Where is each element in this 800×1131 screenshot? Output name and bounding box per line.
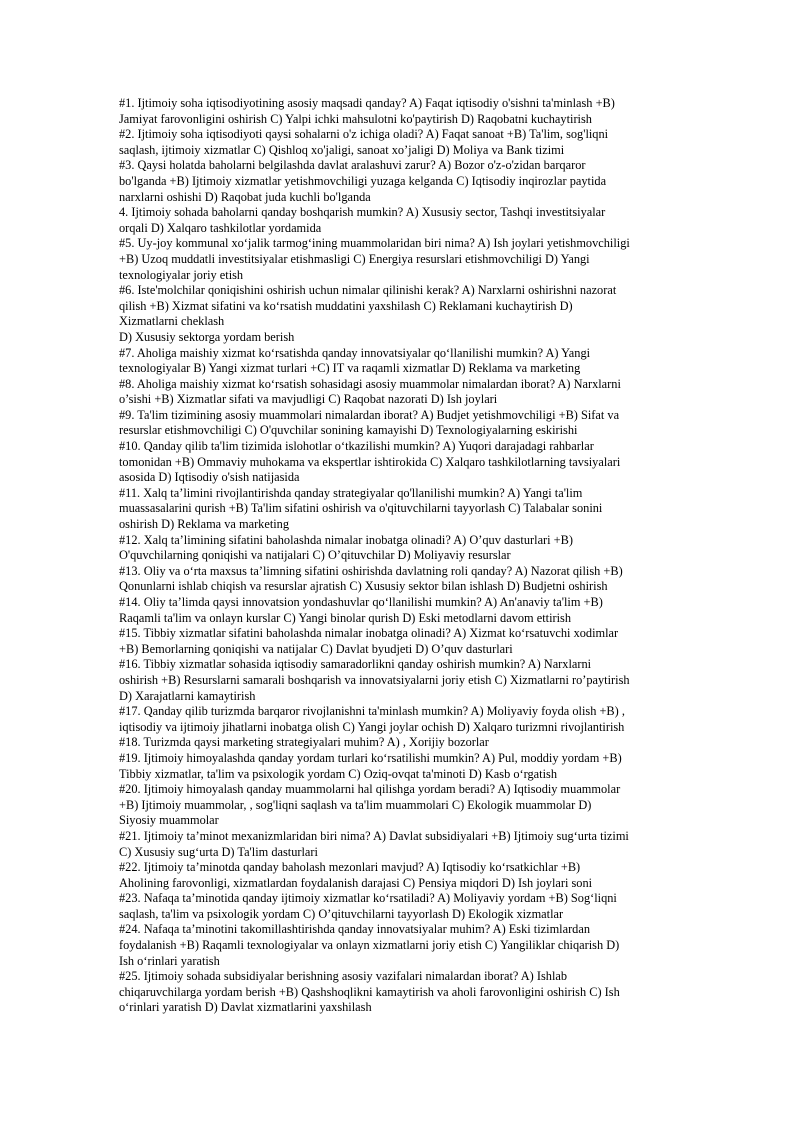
text-line: #22. Ijtimoiy ta’minotda qanday baholash mezonlari mavjud? A) Iqtisodiy ko‘rsatkichlar +B) [119,860,581,875]
text-line: #13. Oliy va o‘rta maxsus ta’limning sifatini oshirishda davlatning roli qanday? A) Nazorat qilish +B) [119,563,623,578]
text-line: Qonunlarni ishlab chiqish va resurslar ajratish C) Xususiy sektor bilan ishlash D) Budjetni oshirish [119,579,608,594]
text-line: saqlash, ijtimoiy xizmatlar C) Qishloq xo'jaligi, sanoat xo’jaligi D) Moliya va Bank tizimi [119,142,565,157]
text-line: #19. Ijtimoiy himoyalashda qanday yordam turlari ko‘rsatilishi mumkin? A) Pul, moddiy yordam +B) [119,750,622,765]
text-line: #18. Turizmda qaysi marketing strategiyalari muhim? A) , Xorijiy bozorlar [119,735,489,750]
text-line: #23. Nafaqa ta’minotida qanday ijtimoiy xizmatlar ko‘rsatiladi? A) Moliyaviy yordam +B) Sog‘liqni [119,891,617,906]
text-line: #5. Uy-joy kommunal xo‘jalik tarmog‘ining muammolaridan biri nima? A) Ish joylari yetishmovchiligi [119,236,630,251]
document-body [119,96,684,1016]
text-line: iqtisodiy va ijtimoiy jihatlarni inobatga olish C) Yangi joylar ochish D) Xalqaro turizmni rivojlantirish [119,719,625,734]
text-line: #24. Nafaqa ta’minotini takomillashtirishda qanday innovatsiyalar muhim? A) Eski tizimlardan [119,922,591,937]
text-line: #11. Xalq ta’limini rivojlantirishda qanday strategiyalar qo'llanilishi mumkin? A) Yangi ta'lim [119,485,583,500]
text-line: #6. Iste'molchilar qoniqishini oshirish uchun nimalar qilinishi kerak? A) Narxlarni oshirishni nazorat [119,283,617,298]
text-line: C) Xususiy sug‘urta D) Ta'lim dasturlari [119,844,318,859]
text-line: #15. Tibbiy xizmatlar sifatini baholashda nimalar inobatga olinadi? A) Xizmat ko‘rsatuvchi xodimlar [119,626,619,641]
text-line: #14. Oliy ta’limda qaysi innovatsion yondashuvlar qo‘llanilishi mumkin? A) An'anaviy ta'lim +B) [119,595,603,609]
text-line: Ish o‘rinlari yaratish [119,953,220,968]
text-line: D) Xarajatlarni kamaytirish [119,688,256,703]
text-line: #25. Ijtimoiy sohada subsidiyalar berishning asosiy vazifalari nimalardan iborat? A) Ishlab [119,969,568,984]
text-line: #3. Qaysi holatda baholarni belgilashda davlat aralashuvi zarur? A) Bozor o'z-o'zidan barqaror [119,158,586,173]
text-line: resurslar etishmovchiligi C) O'quvchilar sonining kamayishi D) Texnologiyalarning eskirishi [119,423,578,438]
text-line: #2. Ijtimoiy soha iqtisodiyoti qaysi sohalarni o'z ichiga oladi? A) Faqat sanoat +B) Ta'lim, sog'liqni [119,127,609,142]
text-line: tomonidan +B) Ommaviy muhokama va ekspertlar ishtirokida C) Xalqaro tashkilotlarning tavsiyalari [119,454,621,469]
text-line: Jamiyat farovonligini oshirish C) Yalpi ichki mahsulotni ko'paytirish D) Raqobatni kuchaytirish [119,111,592,126]
text-line: texnologiyalar joriy etish [119,267,244,282]
text-line: Xizmatlarni cheklash [119,314,225,329]
text-line: +B) Ijtimoiy muammolar, , sog'liqni saqlash va ta'lim muammolari C) Ekologik muammolar D) [119,797,592,812]
text-line: Siyosiy muammolar [119,813,219,828]
text-line: #21. Ijtimoiy ta’minot mexanizmlaridan biri nima? A) Davlat subsidiyalari +B) Ijtimoiy sug‘urta tizimi [119,828,629,843]
text-line: foydalanish +B) Raqamli texnologiyalar va onlayn xizmatlarni joriy etish C) Yangiliklar chiqarish D) [119,938,620,953]
text-line: Tibbiy xizmatlar, ta'lim va psixologik yordam C) Oziq-ovqat ta'minoti D) Kasb o‘rgatish [119,766,557,781]
text-line: Raqamli ta'lim va onlayn kurslar C) Yangi binolar qurish D) Eski metodlarni davom ettirish [119,610,572,625]
text-line: #1. Ijtimoiy soha iqtisodiyotining asosiy maqsadi qanday? A) Faqat iqtisodiy o'sishni ta'minlash +B) [119,96,615,110]
text-line: o’sishi +B) Xizmatlar sifati va mavjudligi C) Raqobat nazorati D) Ish joylari [119,392,498,407]
text-line: #17. Qanday qilib turizmda barqaror rivojlanishni ta'minlash mumkin? A) Moliyaviy foyda olish +B) , [119,704,625,719]
text-line: #7. Aholiga maishiy xizmat ko‘rsatishda qanday innovatsiyalar qo‘llanilishi mumkin? A) Yangi [119,345,591,360]
text-line: O'quvchilarning qoniqishi va natijalari C) O’qituvchilar D) Moliyaviy resurslar [119,548,511,563]
text-line: oshirish D) Reklama va marketing [119,517,290,532]
text-line: #10. Qanday qilib ta'lim tizimida islohotlar o‘tkazilishi mumkin? A) Yuqori darajadagi rahbarlar [119,439,594,454]
text-line: #20. Ijtimoiy himoyalash qanday muammolarni hal qilishga yordam beradi? A) Iqtisodiy muammolar [119,782,621,797]
text-line: narxlarni oshishi D) Raqobat juda kuchli bo'lganda [119,189,371,204]
text-line: saqlash, ta'lim va psixologik yordam C) O’qituvchilarni tayyorlash D) Ekologik xizmatlar [119,906,564,921]
text-line: texnologiyalar B) Yangi xizmat turlari +C) IT va raqamli xizmatlar D) Reklama va marketing [119,361,581,376]
text-line: #16. Tibbiy xizmatlar sohasida iqtisodiy samaradorlikni qanday oshirish mumkin? A) Narxlarni [119,657,592,672]
text-line: 4. Ijtimoiy sohada baholarni qanday boshqarish mumkin? A) Xususiy sector, Tashqi investitsiyalar [119,205,606,220]
text-line: Aholining farovonligi, xizmatlardan foydalanish darajasi C) Pensiya miqdori D) Ish joylari soni [119,875,593,890]
text-line: oshirish +B) Resurslarni samarali boshqarish va innovatsiyalarni joriy etish C) Xizmatlarni ro’paytirish [119,672,630,687]
text-line: muassasalarini qurish +B) Ta'lim sifatini oshirish va o'qituvchilarni tayyorlash C) Talabalar sonini [119,501,603,516]
text-line: asosida D) Iqtisodiy o'sish natijasida [119,470,300,485]
text-line: #12. Xalq ta’limining sifatini baholashda nimalar inobatga olinadi? A) O’quv dasturlari +B) [119,532,573,547]
text-line: bo'lganda +B) Ijtimoiy xizmatlar yetishmovchiligi yuzaga kelganda C) Iqtisodiy inqirozlar paytida [119,173,607,188]
text-line: +B) Bemorlarning qoniqishi va natijalar C) Davlat byudjeti D) O’quv dasturlari [119,641,513,656]
text-line: o‘rinlari yaratish D) Davlat xizmatlarini yaxshilash [119,1000,372,1015]
text-line: orqali D) Xalqaro tashkilotlar yordamida [119,220,322,235]
text-line: D) Xususiy sektorga yordam berish [119,329,295,344]
text-line: +B) Uzoq muddatli investitsiyalar etishmasligi C) Energiya resurslari etishmovchiligi D) Yangi [119,251,590,266]
text-line: #8. Aholiga maishiy xizmat ko‘rsatish sohasidagi asosiy muammolar nimalardan iborat? A) Narxlarni [119,376,621,391]
text-line: qilish +B) Xizmat sifatini va ko‘rsatish muddatini yaxshilash C) Reklamani kuchaytirish D) [119,298,573,313]
text-line: chiqaruvchilarga yordam berish +B) Qashshoqlikni kamaytirish va aholi farovonligini oshirish C) Ish [119,984,620,999]
text-line: #9. Ta'lim tizimining asosiy muammolari nimalardan iborat? A) Budjet yetishmovchiligi +B) Sifat va [119,407,620,422]
